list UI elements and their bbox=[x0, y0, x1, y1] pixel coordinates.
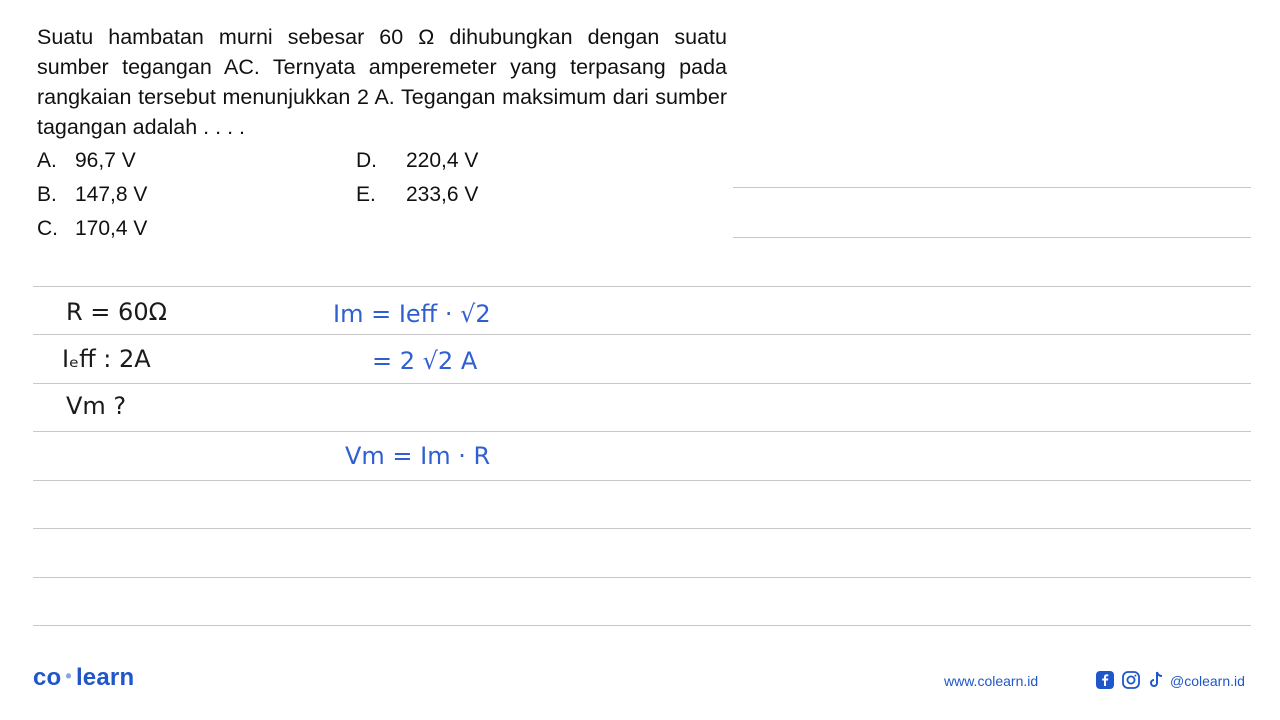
ruled-line bbox=[733, 187, 1251, 188]
ruled-line bbox=[33, 480, 1251, 481]
handwriting-given-ieff: Iₑff : 2A bbox=[62, 345, 151, 373]
instagram-icon[interactable] bbox=[1121, 670, 1141, 690]
option-letter: A. bbox=[37, 149, 57, 172]
option-c[interactable] bbox=[37, 216, 147, 242]
option-letter: C. bbox=[37, 217, 58, 240]
ruled-line bbox=[33, 383, 1251, 384]
handwriting-eq3: Vm = Im · R bbox=[345, 442, 491, 470]
option-letter: B. bbox=[37, 183, 57, 206]
option-value: 147,8 V bbox=[75, 183, 148, 206]
logo-right: learn bbox=[75, 664, 135, 691]
option-letter: E. bbox=[356, 183, 376, 206]
option-b[interactable] bbox=[37, 182, 147, 208]
option-value: 233,6 V bbox=[406, 183, 479, 206]
facebook-icon[interactable] bbox=[1095, 670, 1115, 690]
ruled-line bbox=[33, 625, 1251, 626]
handwriting-given-r: R = 60Ω bbox=[66, 298, 167, 326]
logo-left: co bbox=[33, 664, 62, 691]
logo-dot: • bbox=[65, 666, 72, 686]
ruled-line bbox=[33, 528, 1251, 529]
social-handle[interactable]: @colearn.id bbox=[1170, 673, 1245, 689]
option-d[interactable] bbox=[356, 148, 478, 174]
ruled-line bbox=[33, 431, 1251, 432]
website-link[interactable]: www.colearn.id bbox=[944, 673, 1039, 689]
handwriting-eq2: = 2 √2 A bbox=[372, 347, 478, 375]
ruled-line bbox=[33, 334, 1251, 335]
question-text: Suatu hambatan murni sebesar 60 Ω dihubungkan dengan suatu sumber tegangan AC. Ternyata amperemeter yang terpasang pada rangkaian tersebut menunjukkan 2 A. Tegangan maksimum dari sumber tagangan adalah . . . . bbox=[37, 25, 727, 139]
ruled-line bbox=[33, 286, 1251, 287]
option-letter: D. bbox=[356, 149, 377, 172]
handwriting-eq1: Im = Ieff · √2 bbox=[333, 300, 491, 328]
option-value: 96,7 V bbox=[75, 149, 136, 172]
tiktok-icon[interactable] bbox=[1146, 670, 1166, 690]
ruled-line bbox=[33, 577, 1251, 578]
colearn-logo bbox=[33, 664, 134, 692]
handwriting-unknown: Vm ? bbox=[66, 392, 127, 420]
option-a[interactable] bbox=[37, 148, 136, 174]
option-value: 170,4 V bbox=[75, 217, 148, 240]
option-value: 220,4 V bbox=[406, 149, 479, 172]
option-e[interactable] bbox=[356, 182, 478, 208]
ruled-line bbox=[733, 237, 1251, 238]
